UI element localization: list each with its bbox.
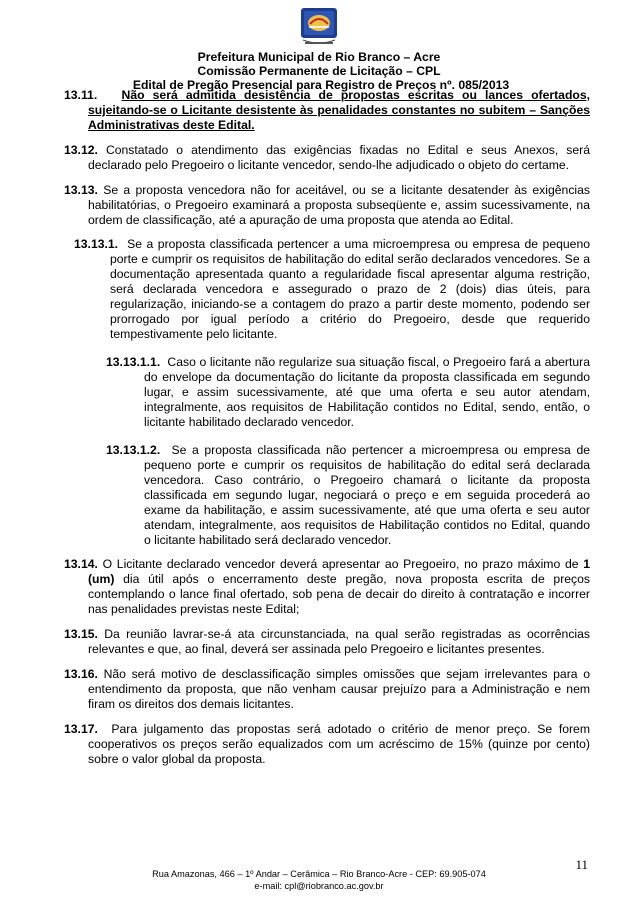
clause-text: Para julgamento das propostas será adotado o critério de menor preço. Se forem cooperativos os preços serão equalizados com um acréscimo de 15% (quinze por cento) sobre o valor global da proposta. [88, 722, 590, 766]
coat-of-arms-logo [299, 6, 339, 50]
document-body [64, 88, 590, 767]
header-line-edital: Edital de Pregão Presencial para Registro de Preços nº. 085/2013 [132, 78, 510, 92]
clause-text: Se a proposta classificada não pertencer a microempresa ou empresa de pequeno porte e cumprir os requisitos de habilitação do edital será declarada vencedora. Caso contrário, o Pregoeiro chamará o licitante da proposta classificada em segundo lugar, negociará o preço e em seguida procederá ao exame da habilitação, e assim sucessivamente, até que uma oferta e seu autor atendam, integralmente, aos requisitos de Habilitação contidos no Edital, quando o licitante habilitado será declarado vencedor. [144, 443, 591, 547]
clause-text: Caso o licitante não regularize sua situação fiscal, o Pregoeiro fará a abertura do envelope da documentação do licitante da proposta classificada em segundo lugar, e assim sucessivamente, até que uma oferta e seu autor atendam, integralmente, aos requisitos de Habilitação contidos no Edital, sendo, então, o licitante habilitado declarado vencedor. [144, 355, 590, 429]
footer-address: Rua Amazonas, 466 – 1º Andar – Cerâmica – Rio Branco-Acre - CEP: 69.905-074 [152, 869, 486, 879]
clause-text: Não será admitida desistência de propostas escritas ou lances ofertados, sujeitando-se o Licitante desistente às penalidades constantes no subitem – Sanções Administrativas deste Edital. [88, 88, 590, 132]
clause-text: Constatado o atendimento das exigências fixadas no Edital e seus Anexos, será declarado pelo Pregoeiro o licitante vencedor, sendo-lhe adjudicado o objeto do certame. [88, 143, 590, 172]
clause-13-16: 13.16. Não será motivo de desclassificação simples omissões que sejam irrelevantes para o entendimento da proposta, que não venham causar prejuízo para a Administração e nem firam os direitos dos demais licitantes. [64, 667, 590, 711]
clause-13-13-1-2: 13.13.1.2. Se a proposta classificada não pertencer a microempresa ou empresa de pequeno porte e cumprir os requisitos de habilitação do edital será declarada vencedora. Caso contrário, o Pregoeiro chamará o licitante da proposta classificada em segundo lugar, negociará o preço e em seguida procederá ao exame da habilitação, e assim sucessivamente, até que uma oferta e seu autor atendam, integralmente, aos requisitos de Habilitação contidos no Edital, quando o licitante habilitado será declarado vencedor. [106, 443, 591, 547]
clause-13-15: 13.15. Da reunião lavrar-se-á ata circunstanciada, na qual serão registradas as ocorrências relevantes e que, ao final, deverá ser assinada pelo Pregoeiro e licitantes presentes. [64, 627, 590, 656]
clause-13-14: 13.14. O Licitante declarado vencedor deverá apresentar ao Pregoeiro, no prazo máximo de 1 (um) dia útil após o encerramento deste pregão, nova proposta escrita de preços contemplando o lance final ofertado, sob pena de decair do direito à contratação e incorrer nas penalidades previstas neste Edital; [64, 557, 591, 616]
document-footer [0, 868, 638, 892]
clause-13-13-1: 13.13.1. Se a proposta classificada pertencer a uma microempresa ou empresa de pequeno porte e cumprir os requisitos de habilitação do edital serão declarados vencedores. Se a documentação apresentada quanto a regularidade fiscal apresentar alguma restrição, será declarada vencedora e assegurado o prazo de 2 (dois) dias úteis, para regularização, iniciando-se a contagem do prazo a partir deste momento, podendo ser prorrogado por igual período a critério do Pregoeiro, desde que requerido tempestivamente pelo licitante. [74, 237, 590, 341]
clause-text: Da reunião lavrar-se-á ata circunstanciada, na qual serão registradas as ocorrências relevantes e que, ao final, deverá ser assinada pelo Pregoeiro e licitantes presentes. [88, 627, 590, 656]
clause-13-11: 13.11. Não será admitida desistência de propostas escritas ou lances ofertados, sujeitando-se o Licitante desistente às penalidades constantes no subitem – Sanções Administrativas deste Edital. [64, 88, 590, 132]
clause-text: Se a proposta vencedora não for aceitável, ou se a licitante desatender às exigências habilitatórias, o Pregoeiro examinará a proposta subseqüente e, assim sucessivamente, na ordem de classificação, até a apuração de uma proposta que atenda ao Edital. [88, 183, 590, 227]
document-header [0, 50, 638, 92]
clause-13-12: 13.12. Constatado o atendimento das exigências fixadas no Edital e seus Anexos, será declarado pelo Pregoeiro o licitante vencedor, sendo-lhe adjudicado o objeto do certame. [64, 143, 590, 172]
header-line-comissao: Comissão Permanente de Licitação – CPL [197, 64, 441, 78]
clause-13-17: 13.17. Para julgamento das propostas será adotado o critério de menor preço. Se forem cooperativos os preços serão equalizados com um acréscimo de 15% (quinze por cento) sobre o valor global da proposta. [64, 722, 590, 766]
footer-email: e-mail: cpl@riobranco.ac.gov.br [254, 881, 384, 891]
clause-text: Se a proposta classificada pertencer a uma microempresa ou empresa de pequeno porte e cumprir os requisitos de habilitação do edital serão declarados vencedores. Se a documentação apresentada quanto a regularidade fiscal apresentar alguma restrição, será declarada vencedora e assegurado o prazo de 2 (dois) dias úteis, para regularização, iniciando-se a contagem do prazo a partir deste momento, podendo ser prorrogado por igual período a critério do Pregoeiro, desde que requerido tempestivamente pelo licitante. [110, 237, 590, 341]
clause-text: Não será motivo de desclassificação simples omissões que sejam irrelevantes para o entendimento da proposta, que não venham causar prejuízo para a Administração e nem firam os direitos dos demais licitantes. [88, 667, 590, 711]
header-line-prefeitura: Prefeitura Municipal de Rio Branco – Acre [197, 50, 441, 64]
page-number: 11 [575, 857, 588, 872]
clause-13-13: 13.13. Se a proposta vencedora não for aceitável, ou se a licitante desatender às exigências habilitatórias, o Pregoeiro examinará a proposta subseqüente e, assim sucessivamente, na ordem de classificação, até a apuração de uma proposta que atenda ao Edital. [64, 183, 590, 227]
clause-13-13-1-1: 13.13.1.1. Caso o licitante não regularize sua situação fiscal, o Pregoeiro fará a abertura do envelope da documentação do licitante da proposta classificada em segundo lugar, e assim sucessivamente, até que uma oferta e seu autor atendam, integralmente, aos requisitos de Habilitação contidos no Edital, sendo, então, o licitante habilitado declarado vencedor. [106, 355, 590, 429]
